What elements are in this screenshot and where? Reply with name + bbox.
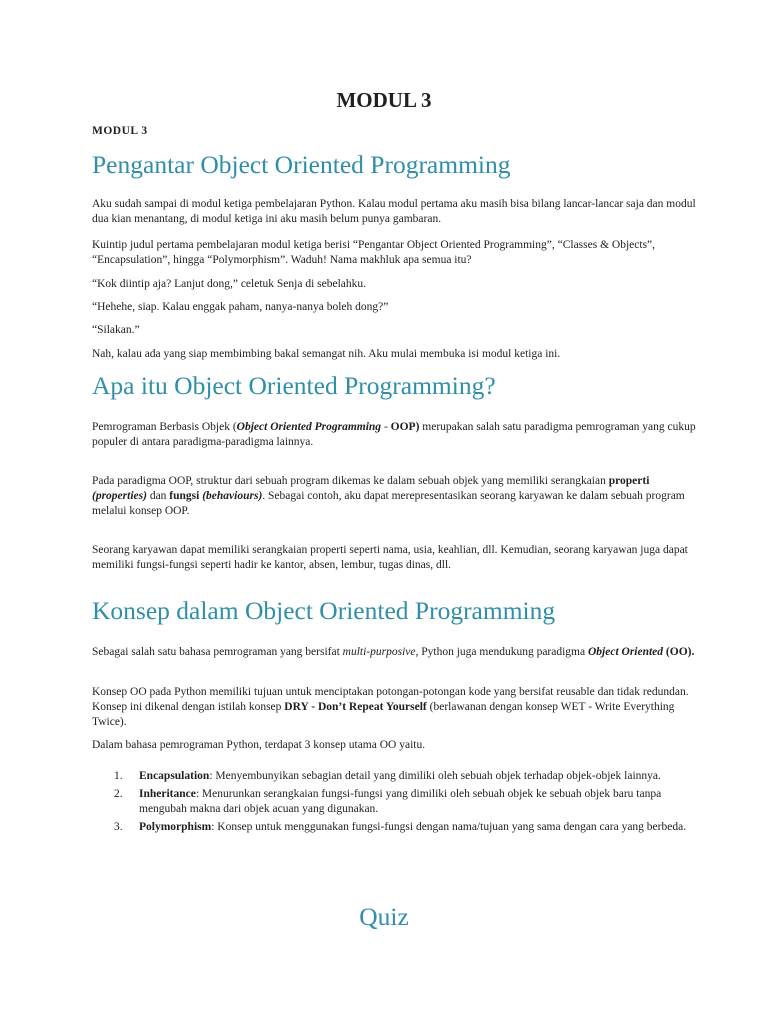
list-item: 2. Inheritance: Menurunkan serangkaian fungsi-fungsi yang dimiliki oleh sebuah objek ke sebuah objek baru tanpa mengubah makna dari objek acuan yang digunakan. xyxy=(114,788,662,815)
paragraph-dry-concept: Konsep OO pada Python memiliki tujuan untuk menciptakan potongan-potongan kode yang bersifat reusable dan tidak redundan. Konsep ini dikenal dengan istilah konsep DRY - Don’t Repeat Yourself (berlawanan dengan konsep WET - Write Everything Twice). xyxy=(92,686,689,728)
paragraph-intro-2: Kuintip judul pertama pembelajaran modul ketiga berisi “Pengantar Object Oriented Programming”, “Classes & Objects”, “Encapsulation”, hingga “Polymorphism”. Waduh! Nama makhluk apa semua itu? xyxy=(92,239,656,266)
heading-apa-itu-oop: Apa itu Object Oriented Programming? xyxy=(92,371,496,400)
paragraph-intro-3: “Kok diintip aja? Lanjut dong,” celetuk Senja di sebelahku. xyxy=(92,278,367,290)
module-kicker: MODUL 3 xyxy=(92,125,148,137)
document-title: MODUL 3 xyxy=(336,88,432,112)
paragraph-three-concepts: Dalam bahasa pemrograman Python, terdapat 3 konsep utama OO yaitu. xyxy=(92,739,426,751)
heading-pengantar-oop: Pengantar Object Oriented Programming xyxy=(92,150,511,179)
paragraph-oop-definition: Pemrograman Berbasis Objek (Object Oriented Programming - OOP) merupakan salah satu paradigma pemrograman yang cukup populer di antara paradigma-paradigma lainnya. xyxy=(92,421,696,448)
heading-konsep-oop: Konsep dalam Object Oriented Programming xyxy=(92,596,556,625)
paragraph-intro-4: “Hehehe, siap. Kalau enggak paham, nanya-nanya boleh dong?” xyxy=(92,301,389,313)
paragraph-intro-1: Aku sudah sampai di modul ketiga pembelajaran Python. Kalau modul pertama aku masih bisa bilang lancar-lancar saja dan modul dua kian menantang, di modul ketiga ini aku masih belum punya gambaran. xyxy=(92,198,696,225)
oo-concepts-list xyxy=(92,769,707,838)
heading-quiz: Quiz xyxy=(359,902,409,931)
list-item: 3. Polymorphism: Konsep untuk menggunakan fungsi-fungsi dengan nama/tujuan yang sama dengan cara yang berbeda. xyxy=(114,821,687,833)
paragraph-python-oo: Sebagai salah satu bahasa pemrograman yang bersifat multi-purposive, Python juga mendukung paradigma Object Oriented (OO). xyxy=(92,646,695,658)
paragraph-intro-5: “Silakan.” xyxy=(92,324,140,336)
paragraph-oop-structure: Pada paradigma OOP, struktur dari sebuah program dikemas ke dalam sebuah objek yang memiliki serangkaian properti (properties) dan fungsi (behaviours). Sebagai contoh, aku dapat merepresentasikan seorang karyawan ke dalam sebuah program melalui konsep OOP. xyxy=(92,475,685,517)
paragraph-intro-6: Nah, kalau ada yang siap membimbing bakal semangat nih. Aku mulai membuka isi modul ketiga ini. xyxy=(92,348,561,360)
list-item: 1. Encapsulation: Menyembunyikan sebagian detail yang dimiliki oleh sebuah objek terhadap objek-objek lainnya. xyxy=(114,770,661,782)
paragraph-oop-example: Seorang karyawan dapat memiliki serangkaian properti seperti nama, usia, keahlian, dll. Kemudian, seorang karyawan juga dapat memiliki fungsi-fungsi seperti hadir ke kantor, absen, lembur, tugas dinas, dll. xyxy=(92,544,688,571)
